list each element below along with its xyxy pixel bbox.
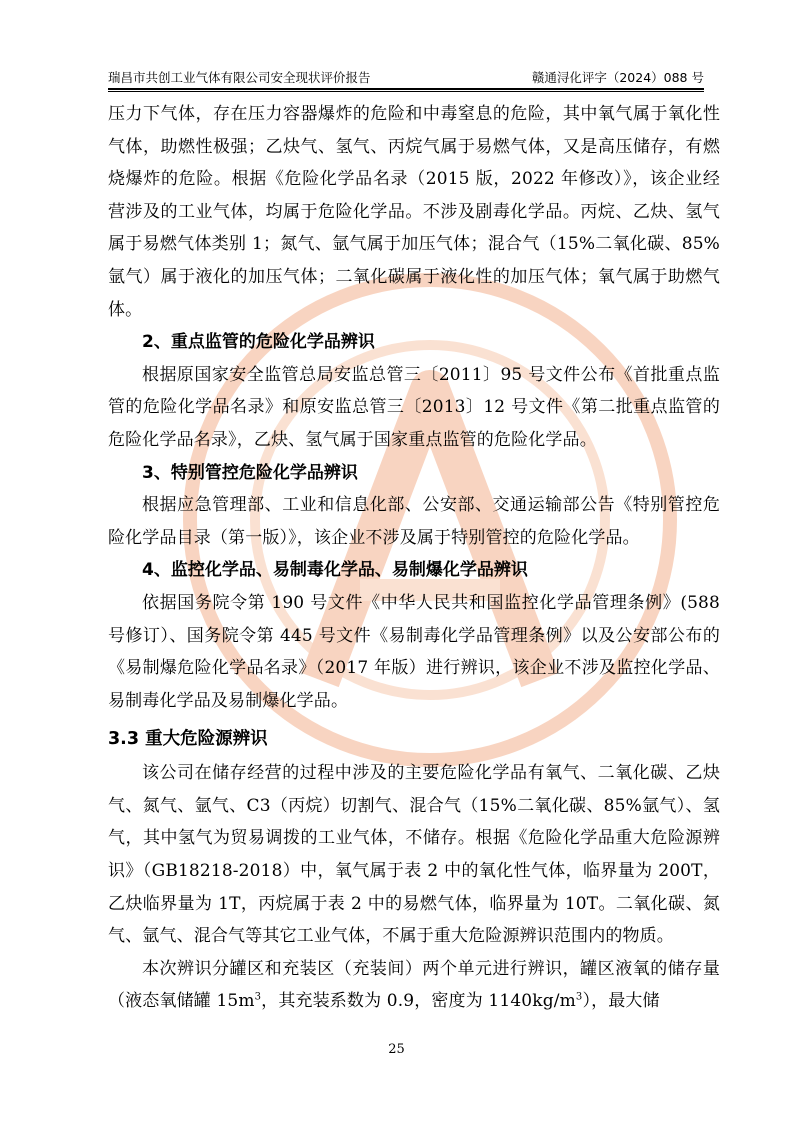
section-title-major-hazard: 3.3 重大危险源辨识 — [108, 729, 268, 750]
heading-key-supervised-chemicals: 2、重点监管的危险化学品辨识 — [142, 332, 375, 353]
header-report-number: 赣通浔化评字（2024）088 号 — [531, 70, 704, 85]
header-rule-thin — [108, 91, 704, 92]
header-report-title: 瑞昌市共创工业气体有限公司安全现状评价报告 — [108, 70, 371, 85]
header-rule-thick — [108, 88, 704, 90]
paragraph-major-hazard-chemicals: 该公司在储存经营的过程中涉及的主要危险化学品有氧气、二氧化碳、乙炔气、氮气、氩气、C3（丙烷）切割气、混合气（15%二氧化碳、85%氩气）、氢气，其中氢气为贸易调拨的工业气体，不储存。根据《危险化学品重大危险源辨识》（GB18218-2018）中，氧气属于表 2 中的氧化性气体，临界量为 200T，乙炔临界量为 1T，丙烷属于表 2 中的易燃气体，临界量为 10T。二氧化碳、氮气、氩气、混合气等其它工业气体，不属于重大危险源辨识范围内的物质。 — [108, 763, 720, 947]
text-run: ，其充装系数为 0.9，密度为 1140kg/m — [261, 991, 576, 1012]
heading-special-control-chemicals: 3、特别管控危险化学品辨识 — [142, 462, 358, 483]
paragraph-special-control-chemicals: 根据应急管理部、工业和信息化部、公安部、交通运输部公告《特别管控危险化学品目录（第一版）》，该企业不涉及属于特别管控的危险化学品。 — [108, 495, 720, 548]
paragraph-tank-area-identification — [108, 953, 720, 1018]
text-run: ），最大储 — [582, 991, 660, 1012]
text-run: 本次辨识分罐区和充装区（充装间）两个单元进行辨识，罐区液氧的储存量（液态氧储罐 15m — [108, 958, 720, 1012]
superscript: 3 — [575, 991, 583, 1003]
paragraph-monitored-precursor-chemicals: 依据国务院令第 190 号文件《中华人民共和国监控化学品管理条例》(588 号修订）、国务院令第 445 号文件《易制毒化学品管理条例》以及公安部公布的《易制爆危险化学品名录》（2017 年版）进行辨识，该企业不涉及监控化学品、易制毒化学品及易制爆化学品。 — [108, 592, 720, 711]
page-number: 25 — [388, 1042, 405, 1057]
heading-monitored-precursor-chemicals: 4、监控化学品、易制毒化学品、易制爆化学品辨识 — [142, 560, 528, 581]
running-header — [108, 64, 704, 86]
document-body — [108, 98, 720, 1018]
superscript: 3 — [254, 991, 262, 1003]
paragraph-hazard-classification: 压力下气体，存在压力容器爆炸的危险和中毒窒息的危险，其中氧气属于氧化性气体，助燃性极强；乙炔气、氢气、丙烷气属于易燃气体，又是高压储存，有燃烧爆炸的危险。根据《危险化学品名录（2015 版，2022 年修改）》，该企业经营涉及的工业气体，均属于危险化学品。不涉及剧毒化学品。丙烷、乙炔、氢气属于易燃气体类别 1；氮气、氩气属于加压气体；混合气（15%二氧化碳、85%氩气）属于液化的加压气体；二氧化碳属于液化性的加压气体；氧气属于助燃气体。 — [108, 104, 720, 320]
paragraph-key-supervised-chemicals: 根据原国家安全监管总局安监总管三〔2011〕95 号文件公布《首批重点监管的危险化学品名录》和原安监总管三〔2013〕12 号文件《第二批重点监管的危险化学品名录》，乙炔、氢气属于国家重点监管的危险化学品。 — [108, 364, 720, 450]
